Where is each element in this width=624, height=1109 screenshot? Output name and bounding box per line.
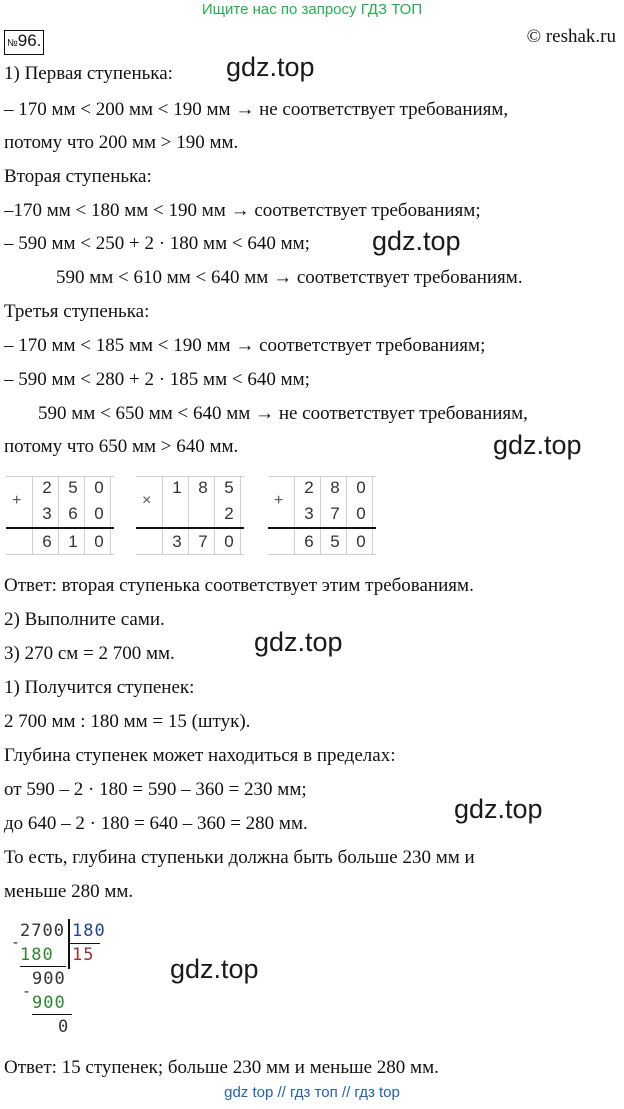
task-number-value: 96.	[17, 31, 42, 50]
watermark: gdz.top	[493, 430, 582, 460]
digit-cell: 7	[198, 532, 208, 551]
line-16: 1) Получится ступенек:	[4, 677, 195, 698]
grid-line	[32, 476, 33, 554]
digit-cell: 2	[224, 504, 234, 523]
division-remainder-2: 0	[58, 1017, 70, 1037]
operation-sign: +	[274, 492, 284, 509]
grid-line	[136, 554, 244, 555]
division-minus-1: -	[11, 933, 22, 951]
digit-cell: 6	[42, 532, 52, 551]
sum-bar	[268, 527, 376, 529]
top-banner[interactable]: Ищите нас по запросу ГДЗ ТОП	[201, 1, 423, 18]
digit-cell: 1	[172, 478, 182, 497]
line-6: – 590 мм < 250 + 2 · 180 мм < 640 мм;	[4, 233, 310, 254]
watermark: gdz.top	[254, 627, 343, 657]
line-23: Ответ: 15 ступенек; больше 230 мм и меньше 280 мм.	[4, 1057, 439, 1078]
line-11: 590 мм < 650 мм < 640 мм → не соответствует требованиям,	[38, 403, 528, 424]
division-line-2	[32, 1014, 72, 1015]
division-remainder-1: 900	[32, 969, 66, 989]
digit-cell: 2	[42, 478, 52, 497]
footer-links[interactable]: gdz top // гдз топ // гдз top	[224, 1084, 400, 1101]
line-21: То есть, глубина ступеньки должна быть больше 230 мм и	[4, 847, 475, 868]
digit-cell: 6	[68, 504, 78, 523]
line-19: от 590 – 2 · 180 = 590 – 360 = 230 мм;	[4, 779, 307, 800]
watermark: gdz.top	[170, 954, 259, 984]
line-22: меньше 280 мм.	[4, 881, 134, 902]
digit-cell: 8	[198, 478, 208, 497]
line-8: Третья ступенька:	[4, 301, 150, 322]
digit-cell: 3	[304, 504, 314, 523]
line-7: 590 мм < 610 мм < 640 мм → соответствует требованиям.	[56, 267, 523, 288]
line-18: Глубина ступенек может находиться в пределах:	[4, 745, 396, 766]
grid-line	[6, 554, 114, 555]
addition-calc-2	[268, 476, 378, 556]
line-12: потому что 650 мм > 640 мм.	[4, 436, 239, 457]
digit-cell: 6	[304, 532, 314, 551]
line-20: до 640 – 2 · 180 = 640 – 360 = 280 мм.	[4, 813, 308, 834]
division-dividend: 2700	[20, 921, 65, 941]
digit-cell: 3	[172, 532, 182, 551]
digit-cell: 5	[224, 478, 234, 497]
division-line-1	[20, 966, 66, 967]
addition-calc-1	[6, 476, 116, 556]
division-divisor-underline	[68, 943, 100, 944]
grid-line	[294, 476, 295, 554]
digit-cell: 5	[68, 478, 78, 497]
digit-cell: 8	[330, 478, 340, 497]
division-quotient: 15	[72, 945, 95, 965]
digit-cell: 0	[94, 504, 104, 523]
line-2: – 170 мм < 200 мм < 190 мм → не соответствует требованиям,	[4, 99, 509, 120]
task-number	[4, 30, 44, 55]
line-5: –170 мм < 180 мм < 190 мм → соответствует требованиям;	[4, 200, 481, 221]
line-4: Вторая ступенька:	[4, 166, 152, 187]
line-3: потому что 200 мм > 190 мм.	[4, 132, 239, 153]
digit-cell: 3	[42, 504, 52, 523]
line-14: 2) Выполните сами.	[4, 609, 165, 630]
digit-cell: 7	[330, 504, 340, 523]
division-subtrahend-1: 180	[20, 945, 54, 965]
division-vertical-bar	[68, 919, 70, 969]
line-17: 2 700 мм : 180 мм = 15 (штук).	[4, 711, 251, 732]
line-1: 1) Первая ступенька:	[4, 63, 173, 84]
watermark: gdz.top	[372, 226, 461, 256]
digit-cell: 0	[224, 532, 234, 551]
line-13: Ответ: вторая ступенька соответствует этим требованиям.	[4, 575, 474, 596]
line-9: – 170 мм < 185 мм < 190 мм → соответствует требованиям;	[4, 335, 486, 356]
digit-cell: 2	[304, 478, 314, 497]
sum-bar	[6, 527, 114, 529]
operation-sign: ×	[142, 492, 152, 509]
sum-bar	[136, 527, 244, 529]
grid-line	[162, 476, 163, 554]
digit-cell: 0	[356, 504, 366, 523]
line-10: – 590 мм < 280 + 2 · 185 мм < 640 мм;	[4, 369, 310, 390]
number-sign: №	[7, 38, 18, 49]
watermark: gdz.top	[226, 52, 315, 82]
multiplication-calc	[136, 476, 246, 556]
grid-line	[268, 554, 376, 555]
line-15: 3) 270 см = 2 700 мм.	[4, 643, 175, 664]
division-divisor: 180	[72, 921, 106, 941]
digit-cell: 0	[94, 478, 104, 497]
operation-sign: +	[12, 492, 22, 509]
digit-cell: 5	[330, 532, 340, 551]
copyright: © reshak.ru	[526, 26, 616, 47]
digit-cell: 0	[94, 532, 104, 551]
division-subtrahend-2: 900	[32, 993, 66, 1013]
digit-cell: 0	[356, 532, 366, 551]
digit-cell	[190, 502, 216, 526]
digit-cell: 1	[68, 532, 78, 551]
division-minus-2: -	[22, 982, 33, 1000]
digit-cell: 0	[356, 478, 366, 497]
digit-cell	[164, 502, 190, 526]
watermark: gdz.top	[454, 794, 543, 824]
